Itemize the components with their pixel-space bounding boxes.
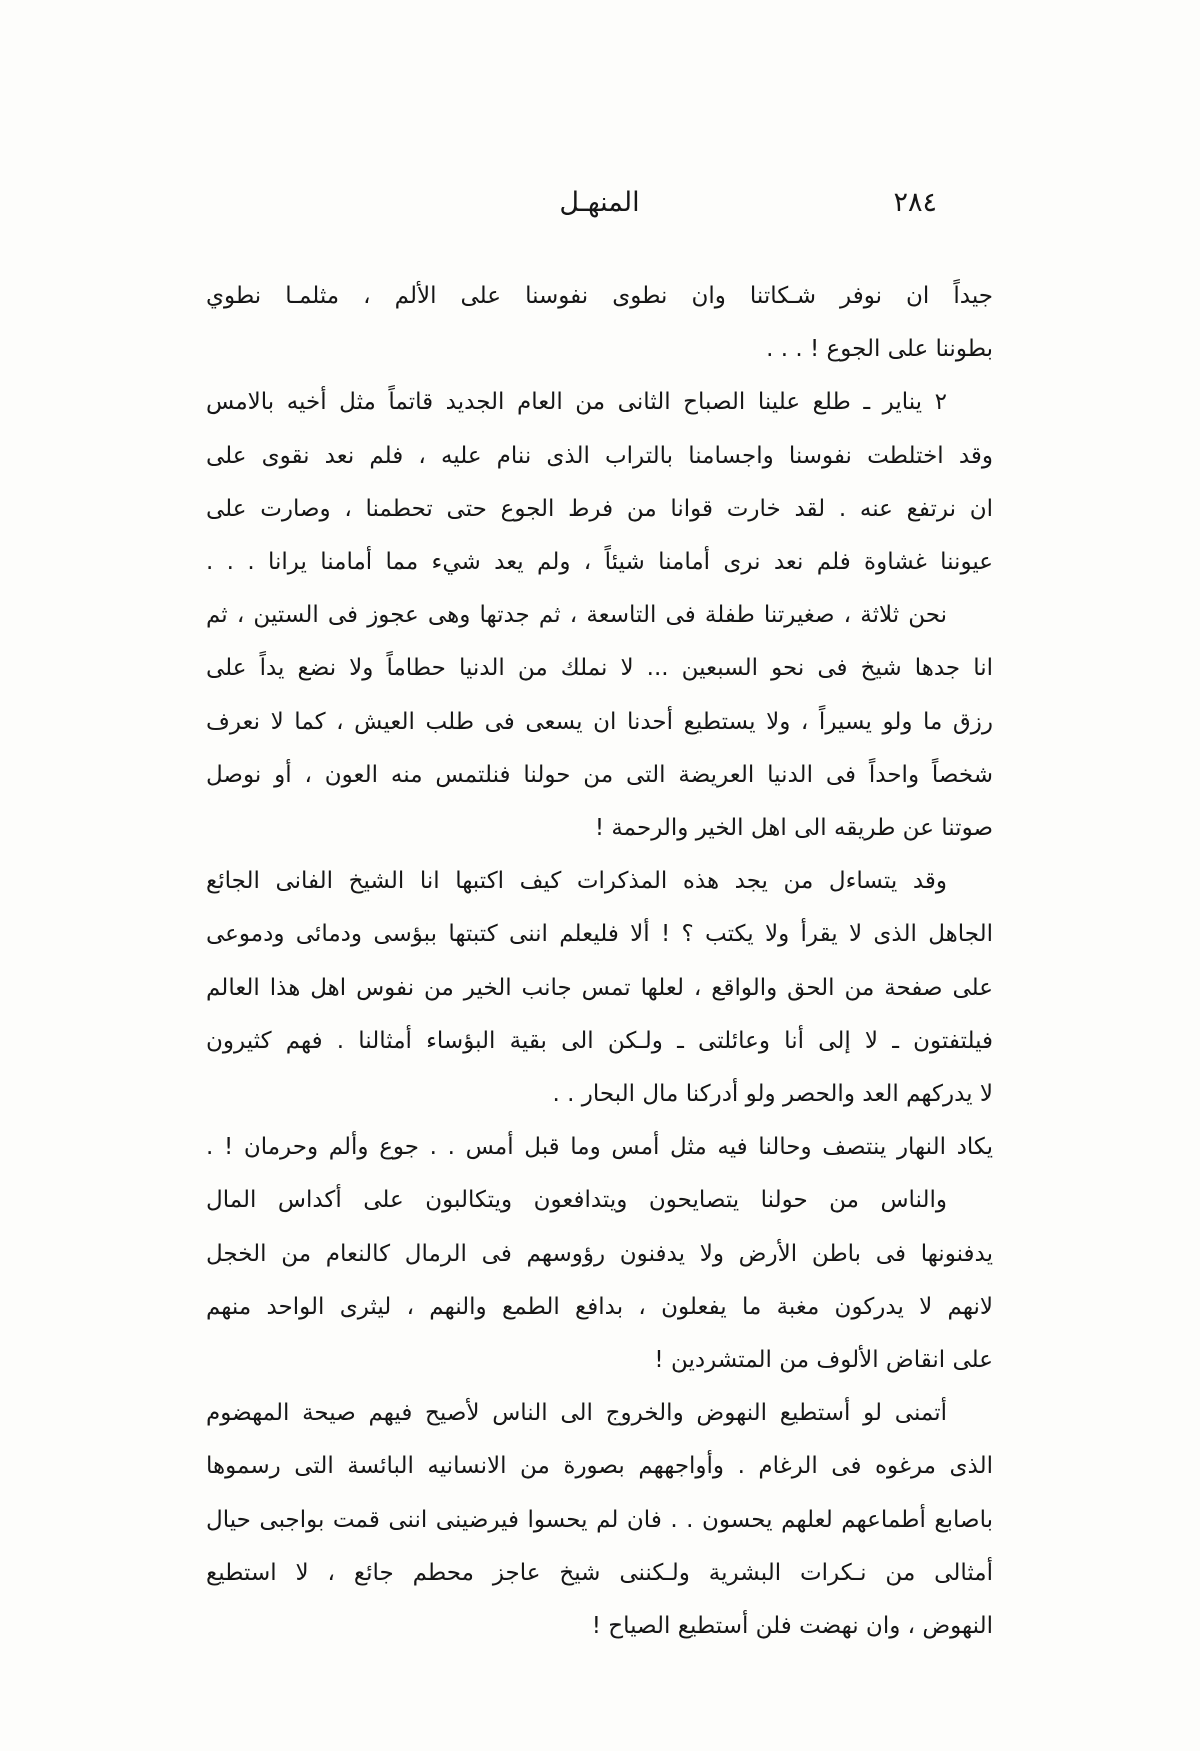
paragraph: [206, 1387, 993, 1653]
paragraph: [206, 855, 993, 1121]
text-line: عيوننا غشاوة فلم نعد نرى أمامنا شيئاً ، ولم يعد شيء مما أمامنا يرانا . . .: [206, 549, 993, 576]
text-line: النهوض ، وان نهضت فلن أستطيع الصياح !: [591, 1613, 993, 1640]
text-line: الجاهل الذى لا يقرأ ولا يكتب ؟ ! ألا فليعلم اننى كتبتها ببؤسى ودمائى ودموعى: [206, 921, 993, 948]
paragraph: [206, 1121, 993, 1174]
text-line: بطوننا على الجوع ! . . .: [766, 336, 993, 363]
text-line: لانهم لا يدركون مغبة ما يفعلون ، بدافع الطمع والنهم ، ليثرى الواحد منهم: [206, 1293, 993, 1320]
text-line: على انقاض الألوف من المتشردين !: [654, 1347, 993, 1374]
text-line: والناس من حولنا يتصايحون ويتدافعون ويتكالبون على أكداس المال: [206, 1187, 947, 1214]
text-line: وقد اختلطت نفوسنا واجسامنا بالتراب الذى ننام عليه ، فلم نعد نقوى على: [206, 442, 993, 469]
text-line: جيداً ان نوفر شـكاتنا وان نطوى نفوسنا على الألم ، مثلمـا نطوي: [206, 283, 993, 309]
text-line: يدفنونها فى باطن الأرض ولا يدفنون رؤوسهم فى الرمال كالنعام من الخجل: [206, 1240, 993, 1267]
text-line: فيلتفتون ـ لا إلى أنا وعائلتى ـ ولـكن الى بقية البؤساء أمثالنا . فهم كثيرون: [206, 1027, 993, 1054]
text-line: على صفحة من الحق والواقع ، لعلها تمس جانب الخير من نفوس اهل هذا العالم: [206, 974, 993, 1001]
body-text: [206, 270, 993, 1653]
page-number: ٢٨٤: [893, 187, 937, 218]
text-line: لا يدركهم العد والحصر ولو أدركنا مال البحار . .: [552, 1081, 993, 1108]
text-line: وقد يتساءل من يجد هذه المذكرات كيف اكتبها انا الشيخ الفانى الجائع: [206, 868, 947, 895]
text-line: انا جدها شيخ فى نحو السبعين ... لا نملك من الدنيا حطاماً ولا نضع يداً على: [206, 655, 993, 682]
text-line: ٢ يناير ـ طلع علينا الصباح الثانى من العام الجديد قاتماً مثل أخيه بالامس: [206, 389, 947, 416]
paragraph: [206, 589, 993, 855]
paragraph: [206, 376, 993, 589]
text-line: يكاد النهار ينتصف وحالنا فيه مثل أمس وما قبل أمس . . جوع وألم وحرمان ! .: [206, 1134, 993, 1161]
text-line: أمثالى من نـكرات البشرية ولـكننى شيخ عاجز محطم جائع ، لا استطيع: [206, 1559, 993, 1586]
page-header: [206, 178, 993, 228]
page-title: المنهـل: [559, 187, 640, 218]
text-line: نحن ثلاثة ، صغيرتنا طفلة فى التاسعة ، ثم جدتها وهى عجوز فى الستين ، ثم: [206, 602, 947, 629]
paragraph: [206, 270, 993, 376]
text-line: صوتنا عن طريقه الى اهل الخير والرحمة !: [594, 815, 993, 842]
text-line: رزق ما ولو يسيراً ، ولا يستطيع أحدنا ان يسعى فى طلب العيش ، كما لا نعرف: [206, 708, 993, 735]
text-line: أتمنى لو أستطيع النهوض والخروج الى الناس لأصيح فيهم صيحة المهضوم: [206, 1400, 947, 1427]
text-line: شخصاً واحداً فى الدنيا العريضة التى من حولنا فنلتمس منه العون ، أو نوصل: [206, 761, 993, 788]
paragraph: [206, 1174, 993, 1387]
text-line: ان نرتفع عنه . لقد خارت قوانا من فرط الجوع حتى تحطمنا ، وصارت على: [206, 495, 993, 522]
text-line: الذى مرغوه فى الرغام . وأواجههم بصورة من الانسانيه البائسة التى رسموها: [206, 1453, 993, 1480]
text-line: باصابع أطماعهم لعلهم يحسون . . فان لم يحسوا فيرضينى اننى قمت بواجبى حيال: [206, 1506, 993, 1533]
